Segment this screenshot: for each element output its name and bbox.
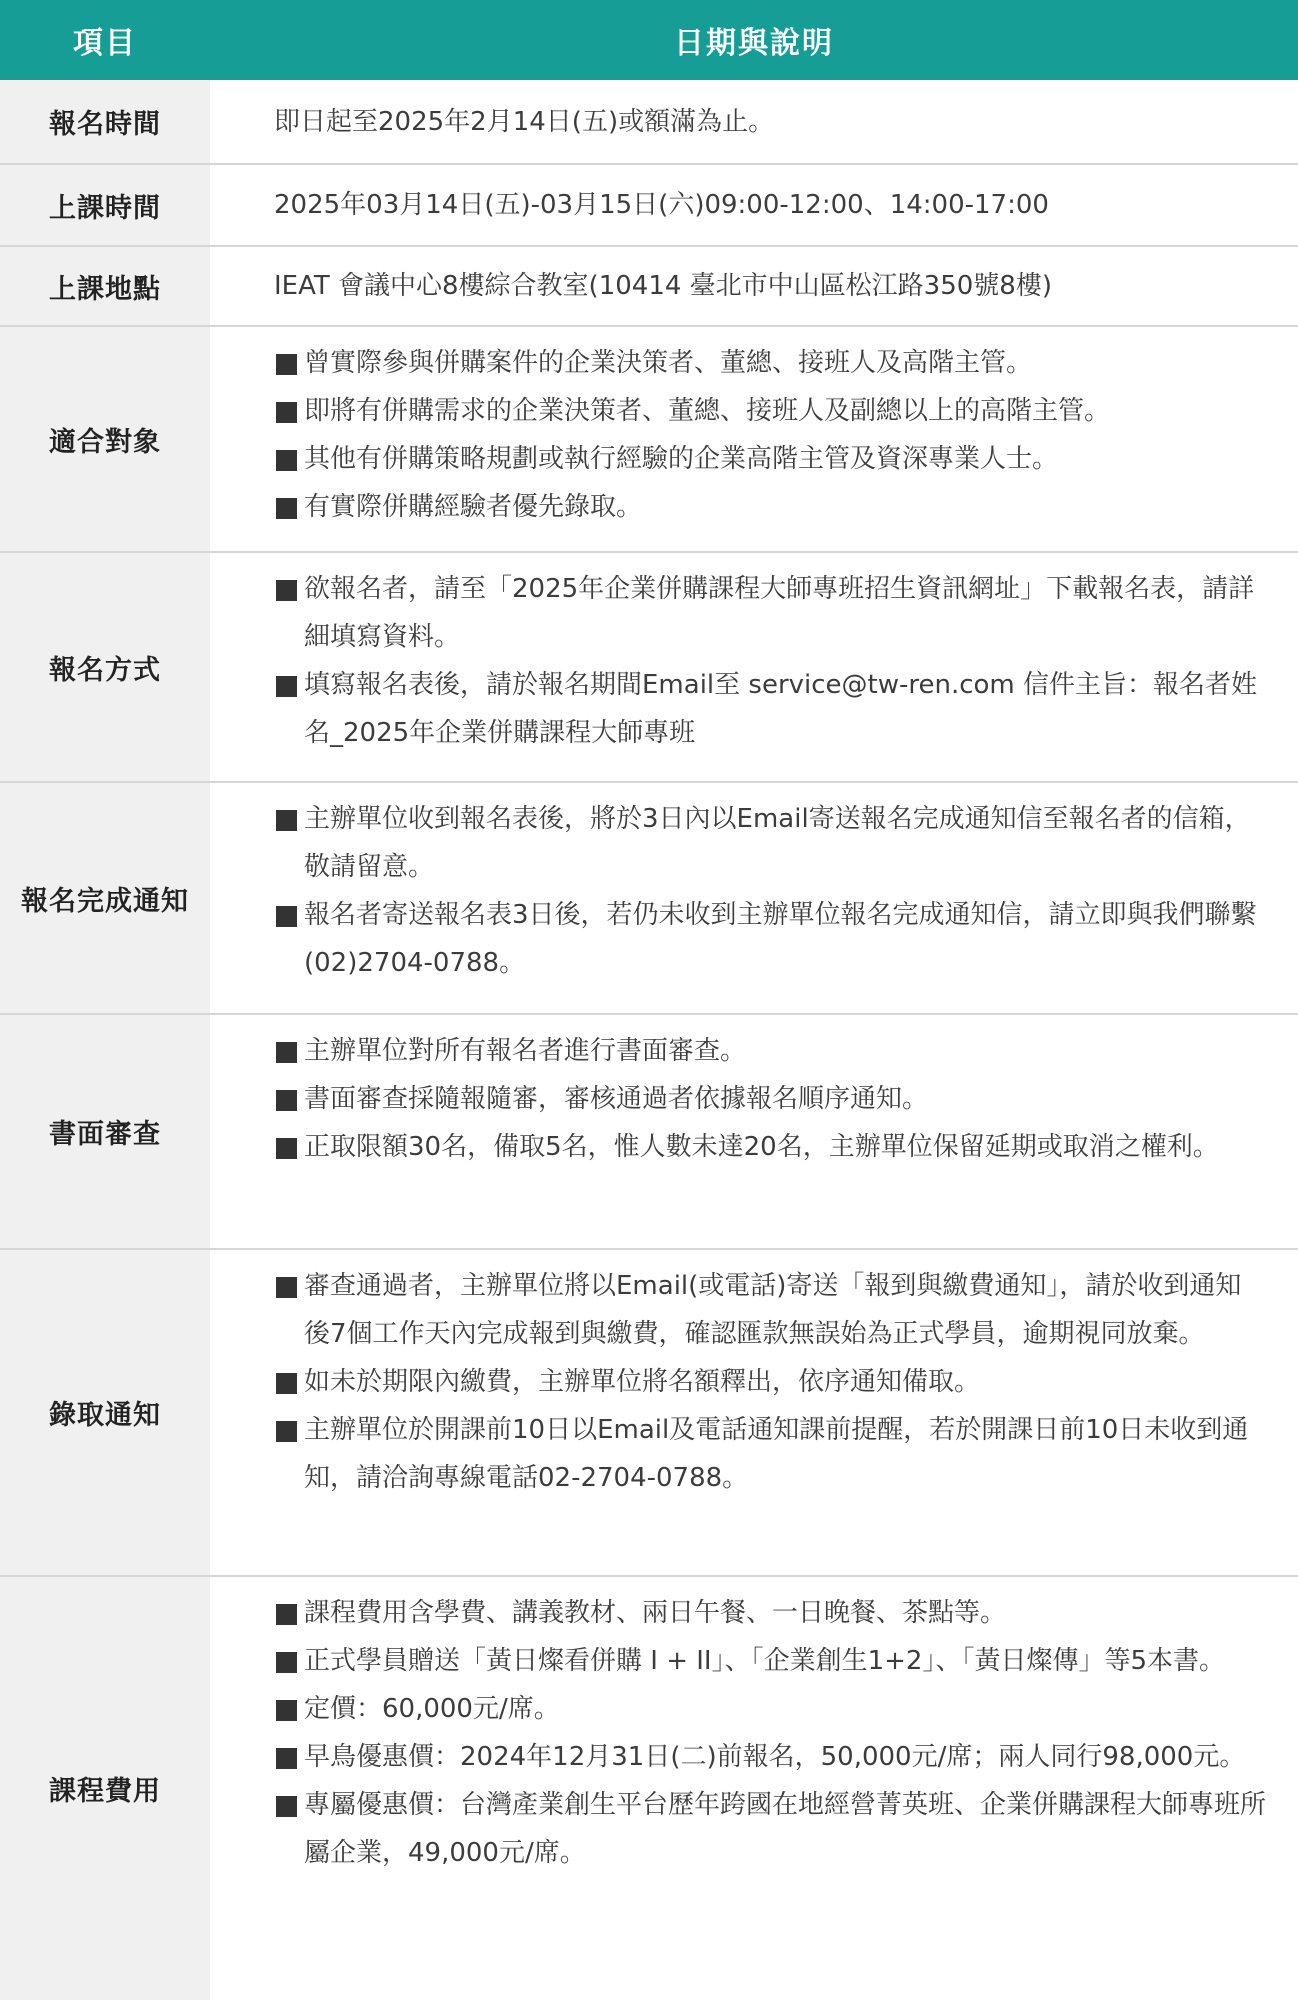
- row-label: 報名完成通知: [0, 783, 210, 1013]
- list-item: 課程費用含學費、講義教材、兩日午餐、一日晚餐、茶點等。: [276, 1589, 1266, 1637]
- list-item: 主辦單位收到報名表後，將於3日內以Email寄送報名完成通知信至報名者的信箱，敬請留意。: [276, 795, 1266, 891]
- square-bullet-icon: [276, 1796, 297, 1817]
- table-row-admission-notice: [0, 1250, 1298, 1577]
- square-bullet-icon: [276, 1138, 297, 1159]
- square-bullet-icon: [276, 402, 297, 423]
- square-bullet-icon: [276, 580, 297, 601]
- row-label: 報名時間: [0, 80, 210, 163]
- square-bullet-icon: [276, 676, 297, 697]
- list-item: 早鳥優惠價：2024年12月31日(二)前報名，50,000元/席；兩人同行98,000元。: [276, 1733, 1266, 1781]
- list-item: 主辦單位對所有報名者進行書面審查。: [276, 1027, 1266, 1075]
- row-content: 2025年03月14日(五)-03月15日(六)09:00-12:00、14:00-17:00: [274, 190, 1049, 220]
- row-content: [210, 1250, 1298, 1575]
- row-content: [210, 553, 1298, 781]
- header-date-description: 日期與說明: [674, 26, 834, 61]
- square-bullet-icon: [276, 1373, 297, 1394]
- row-content: [210, 327, 1298, 551]
- table-row-registration-period: [0, 80, 1298, 165]
- row-label: 適合對象: [0, 327, 210, 551]
- list-item: 如未於期限內繳費，主辦單位將名額釋出，依序通知備取。: [276, 1358, 1266, 1406]
- table-row-registration-method: [0, 553, 1298, 783]
- row-label: 課程費用: [0, 1577, 210, 2000]
- row-label: 錄取通知: [0, 1250, 210, 1575]
- list-item: 書面審查採隨報隨審，審核通過者依據報名順序通知。: [276, 1075, 1266, 1123]
- row-content: IEAT 會議中心8樓綜合教室(10414 臺北市中山區松江路350號8樓): [274, 271, 1052, 301]
- square-bullet-icon: [276, 354, 297, 375]
- row-label: 上課地點: [0, 247, 210, 325]
- list-item: 正取限額30名，備取5名，惟人數未達20名，主辦單位保留延期或取消之權利。: [276, 1123, 1266, 1171]
- list-item: 報名者寄送報名表3日後，若仍未收到主辦單位報名完成通知信，請立即與我們聯繫(02)2704-0788。: [276, 891, 1266, 987]
- row-content: 即日起至2025年2月14日(五)或額滿為止。: [274, 106, 775, 137]
- list-item: 曾實際參與併購案件的企業決策者、董總、接班人及高階主管。: [276, 339, 1266, 387]
- square-bullet-icon: [276, 1421, 297, 1442]
- list-item: 有實際併購經驗者優先錄取。: [276, 483, 1266, 531]
- row-label: 報名方式: [0, 553, 210, 781]
- list-item: 即將有併購需求的企業決策者、董總、接班人及副總以上的高階主管。: [276, 387, 1266, 435]
- square-bullet-icon: [276, 1042, 297, 1063]
- table-row-target-audience: [0, 327, 1298, 553]
- table-row-document-review: [0, 1015, 1298, 1250]
- square-bullet-icon: [276, 1652, 297, 1673]
- square-bullet-icon: [276, 810, 297, 831]
- row-content: [210, 1015, 1298, 1248]
- header-item: 項目: [73, 26, 137, 61]
- list-item: 填寫報名表後，請於報名期間Email至 service@tw-ren.com 信件主旨：報名者姓名_2025年企業併購課程大師專班: [276, 661, 1266, 757]
- table-header: [0, 0, 1298, 80]
- list-item: 欲報名者，請至「2025年企業併購課程大師專班招生資訊網址」下載報名表，請詳細填寫資料。: [276, 565, 1266, 661]
- square-bullet-icon: [276, 906, 297, 927]
- square-bullet-icon: [276, 1604, 297, 1625]
- list-item: 主辦單位於開課前10日以Email及電話通知課前提醒，若於開課日前10日未收到通知，請洽詢專線電話02-2704-0788。: [276, 1406, 1266, 1502]
- square-bullet-icon: [276, 450, 297, 471]
- row-label: 書面審查: [0, 1015, 210, 1248]
- list-item: 正式學員贈送「黃日燦看併購 I + II」、「企業創生1+2」、「黃日燦傳」等5本書。: [276, 1637, 1266, 1685]
- table-row-class-time: [0, 165, 1298, 247]
- square-bullet-icon: [276, 1748, 297, 1769]
- list-item: 其他有併購策略規劃或執行經驗的企業高階主管及資深專業人士。: [276, 435, 1266, 483]
- square-bullet-icon: [276, 1700, 297, 1721]
- row-label: 上課時間: [0, 165, 210, 245]
- table-row-registration-notice: [0, 783, 1298, 1015]
- list-item: 定價：60,000元/席。: [276, 1685, 1266, 1733]
- square-bullet-icon: [276, 1277, 297, 1298]
- list-item: 審查通過者，主辦單位將以Email(或電話)寄送「報到與繳費通知」，請於收到通知後7個工作天內完成報到與繳費，確認匯款無誤始為正式學員，逾期視同放棄。: [276, 1262, 1266, 1358]
- table-row-course-fee: [0, 1577, 1298, 2000]
- square-bullet-icon: [276, 1090, 297, 1111]
- table-row-class-location: [0, 247, 1298, 327]
- list-item: 專屬優惠價：台灣產業創生平台歷年跨國在地經營菁英班、企業併購課程大師專班所屬企業，49,000元/席。: [276, 1781, 1266, 1877]
- row-content: [210, 783, 1298, 1013]
- square-bullet-icon: [276, 498, 297, 519]
- row-content: [210, 1577, 1298, 2000]
